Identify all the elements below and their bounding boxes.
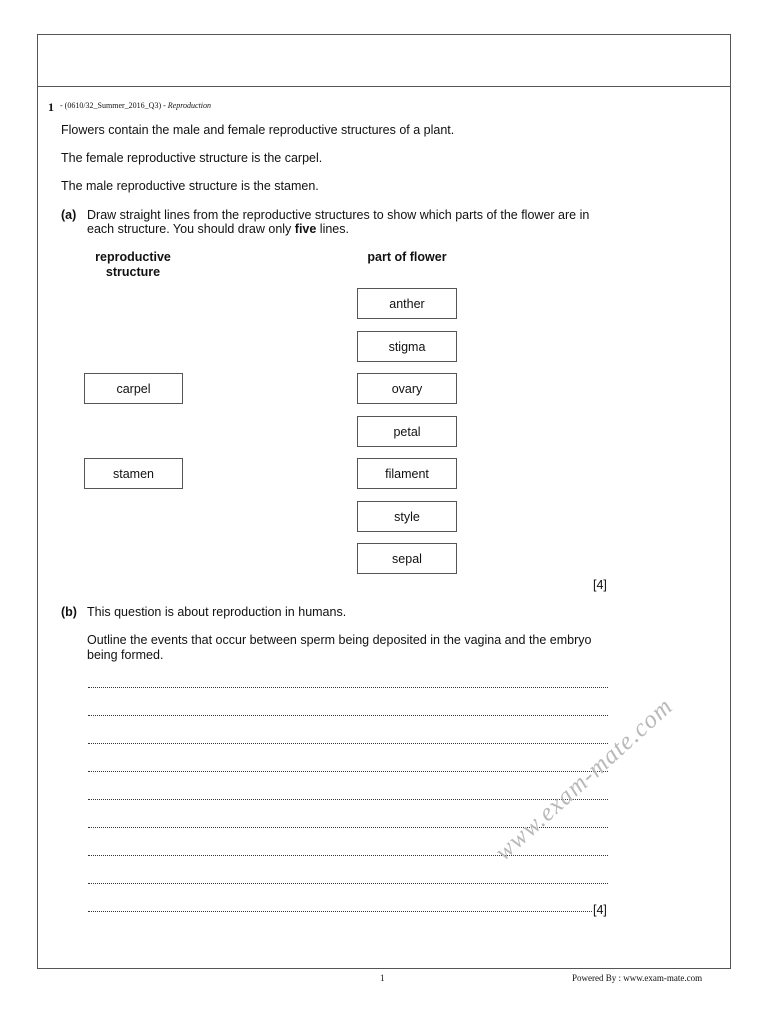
instruction-emphasis: five (294, 222, 317, 236)
answer-line[interactable] (88, 706, 608, 716)
question-meta (60, 101, 211, 110)
left-heading-line-2: structure (105, 265, 161, 279)
intro-line-3: The male reproductive structure is the stamen. (61, 179, 319, 193)
footer-page-number: 1 (380, 973, 385, 983)
answer-line[interactable] (88, 762, 608, 772)
meta-dash: - (163, 101, 166, 110)
part-b-instruction-2: being formed. (87, 648, 164, 662)
watermark: www.exam-mate.com (490, 692, 679, 867)
part-a-marks: [4] (593, 578, 607, 592)
structure-box-stamen[interactable]: stamen (84, 458, 183, 489)
part-b-intro: This question is about reproduction in humans. (87, 605, 347, 619)
question-number: 1 (48, 100, 54, 114)
answer-line[interactable] (88, 678, 608, 688)
answer-line[interactable] (88, 874, 608, 884)
left-heading-line-1: reproductive (95, 250, 171, 264)
left-column-heading (72, 250, 194, 280)
part-b-marks: [4] (593, 903, 607, 917)
question-topic: Reproduction (167, 101, 212, 110)
part-a-instruction-1: Draw straight lines from the reproductive structures to show which parts of the flower are in (87, 208, 590, 222)
part-box-petal[interactable]: petal (357, 416, 457, 447)
intro-line-1: Flowers contain the male and female reproductive structures of a plant. (61, 123, 455, 137)
meta-dash: - (60, 101, 63, 110)
part-box-anther[interactable]: anther (357, 288, 457, 319)
right-column-heading: part of flower (367, 250, 447, 264)
part-box-style[interactable]: style (357, 501, 457, 532)
part-a-label: (a) (61, 208, 77, 222)
instruction-text: lines. (316, 222, 349, 236)
part-b-instruction-1: Outline the events that occur between sperm being deposited in the vagina and the embryo (87, 633, 592, 647)
part-box-ovary[interactable]: ovary (357, 373, 457, 404)
footer-powered-by: Powered By : www.exam-mate.com (572, 973, 703, 983)
intro-line-2: The female reproductive structure is the carpel. (61, 151, 323, 165)
structure-box-carpel[interactable]: carpel (84, 373, 183, 404)
part-b-label: (b) (61, 605, 77, 619)
answer-line[interactable] (88, 790, 608, 800)
answer-line[interactable] (88, 902, 592, 912)
part-a-instruction-2 (87, 222, 349, 237)
question-source: (0610/32_Summer_2016_Q3) (64, 101, 162, 110)
header-band (37, 34, 731, 87)
part-box-sepal[interactable]: sepal (357, 543, 457, 574)
part-box-stigma[interactable]: stigma (357, 331, 457, 362)
part-box-filament[interactable]: filament (357, 458, 457, 489)
answer-line[interactable] (88, 734, 608, 744)
instruction-text: each structure. You should draw only (87, 222, 295, 236)
